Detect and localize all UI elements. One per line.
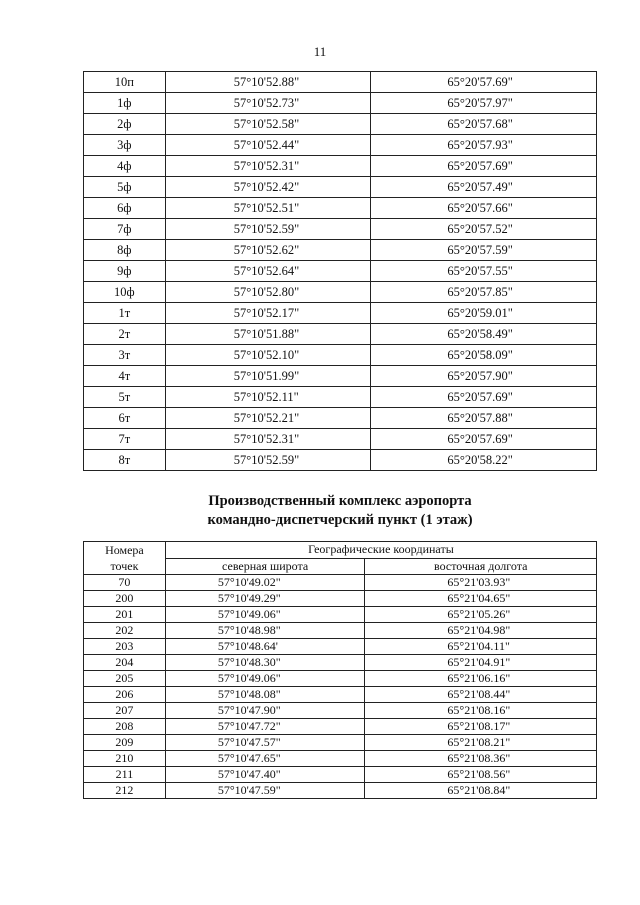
latitude-cell: 57°10'52.17"	[165, 303, 371, 324]
point-number-cell: 2т	[84, 324, 166, 345]
table-row	[84, 156, 597, 177]
point-number-cell: 203	[84, 639, 166, 655]
longitude-cell: 65°21'03.93"	[365, 575, 597, 591]
table-row	[84, 282, 597, 303]
table-row	[84, 219, 597, 240]
point-number-cell: 6т	[84, 408, 166, 429]
table-row	[84, 575, 597, 591]
table-row	[84, 767, 597, 783]
longitude-cell: 65°20'57.55"	[371, 261, 597, 282]
latitude-cell: 57°10'49.06"	[165, 607, 365, 623]
page-number: 11	[313, 44, 327, 59]
latitude-cell: 57°10'47.72"	[165, 719, 365, 735]
header-north-latitude: северная широта	[165, 558, 365, 575]
point-number-cell: 200	[84, 591, 166, 607]
point-number-cell: 5ф	[84, 177, 166, 198]
point-number-cell: 10ф	[84, 282, 166, 303]
table-row	[84, 450, 597, 471]
table-row	[84, 408, 597, 429]
longitude-cell: 65°21'06.16"	[365, 671, 597, 687]
point-number-cell: 1ф	[84, 93, 166, 114]
latitude-cell: 57°10'52.80"	[165, 282, 371, 303]
point-number-cell: 8ф	[84, 240, 166, 261]
latitude-cell: 57°10'52.64"	[165, 261, 371, 282]
longitude-cell: 65°20'59.01"	[371, 303, 597, 324]
longitude-cell: 65°20'57.85"	[371, 282, 597, 303]
longitude-cell: 65°20'57.69"	[371, 72, 597, 93]
latitude-cell: 57°10'47.40"	[165, 767, 365, 783]
longitude-cell: 65°20'57.69"	[371, 156, 597, 177]
longitude-cell: 65°20'58.49"	[371, 324, 597, 345]
point-number-cell: 7ф	[84, 219, 166, 240]
longitude-cell: 65°20'57.68"	[371, 114, 597, 135]
point-number-cell: 7т	[84, 429, 166, 450]
table-row	[84, 198, 597, 219]
longitude-cell: 65°21'08.56"	[365, 767, 597, 783]
longitude-cell: 65°21'08.16"	[365, 703, 597, 719]
point-number-cell: 208	[84, 719, 166, 735]
point-number-cell: 10п	[84, 72, 166, 93]
longitude-cell: 65°20'57.90"	[371, 366, 597, 387]
table-row	[84, 429, 597, 450]
point-number-cell: 6ф	[84, 198, 166, 219]
coordinates-table-body	[84, 72, 597, 471]
latitude-cell: 57°10'48.08"	[165, 687, 365, 703]
longitude-cell: 65°20'57.59"	[371, 240, 597, 261]
longitude-cell: 65°20'57.88"	[371, 408, 597, 429]
latitude-cell: 57°10'52.51"	[165, 198, 371, 219]
point-number-cell: 3ф	[84, 135, 166, 156]
section-title	[0, 492, 640, 530]
latitude-cell: 57°10'51.99"	[165, 366, 371, 387]
latitude-cell: 57°10'52.21"	[165, 408, 371, 429]
longitude-cell: 65°20'57.93"	[371, 135, 597, 156]
table-row	[84, 261, 597, 282]
latitude-cell: 57°10'48.98"	[165, 623, 365, 639]
table-row	[84, 639, 597, 655]
section-title-line1: Производственный комплекс аэропорта	[208, 493, 472, 509]
table-row	[84, 783, 597, 799]
latitude-cell: 57°10'52.10"	[165, 345, 371, 366]
latitude-cell: 57°10'47.90"	[165, 703, 365, 719]
latitude-cell: 57°10'52.31"	[165, 156, 371, 177]
table-row	[84, 735, 597, 751]
table-row	[84, 671, 597, 687]
latitude-cell: 57°10'51.88"	[165, 324, 371, 345]
latitude-cell: 57°10'52.88"	[165, 72, 371, 93]
header-geographic-coordinates: Географические координаты	[165, 542, 596, 559]
point-number-cell: 202	[84, 623, 166, 639]
longitude-cell: 65°20'58.22"	[371, 450, 597, 471]
longitude-cell: 65°20'57.69"	[371, 387, 597, 408]
table-row	[84, 345, 597, 366]
longitude-cell: 65°21'04.98"	[365, 623, 597, 639]
latitude-cell: 57°10'52.42"	[165, 177, 371, 198]
longitude-cell: 65°21'08.21"	[365, 735, 597, 751]
latitude-cell: 57°10'49.06"	[165, 671, 365, 687]
table-header-row	[84, 542, 597, 559]
longitude-cell: 65°20'58.09"	[371, 345, 597, 366]
point-number-cell: 209	[84, 735, 166, 751]
point-number-cell: 4т	[84, 366, 166, 387]
table-row	[84, 72, 597, 93]
table-row	[84, 135, 597, 156]
point-number-cell: 5т	[84, 387, 166, 408]
point-number-cell: 4ф	[84, 156, 166, 177]
table-row	[84, 177, 597, 198]
table-row	[84, 387, 597, 408]
table-row	[84, 703, 597, 719]
latitude-cell: 57°10'52.11"	[165, 387, 371, 408]
table-row	[84, 591, 597, 607]
table-row	[84, 240, 597, 261]
section-title-line2: командно-диспетчерский пункт (1 этаж)	[207, 512, 473, 528]
longitude-cell: 65°20'57.66"	[371, 198, 597, 219]
latitude-cell: 57°10'48.30"	[165, 655, 365, 671]
longitude-cell: 65°20'57.69"	[371, 429, 597, 450]
table-row	[84, 366, 597, 387]
header-point-numbers: Номера точек	[84, 542, 166, 575]
latitude-cell: 57°10'52.59"	[165, 219, 371, 240]
table-row	[84, 719, 597, 735]
latitude-cell: 57°10'49.29"	[165, 591, 365, 607]
point-number-cell: 204	[84, 655, 166, 671]
longitude-cell: 65°21'04.11"	[365, 639, 597, 655]
point-number-cell: 70	[84, 575, 166, 591]
point-number-cell: 205	[84, 671, 166, 687]
table-row	[84, 623, 597, 639]
point-number-cell: 207	[84, 703, 166, 719]
latitude-cell: 57°10'47.59"	[165, 783, 365, 799]
table-row	[84, 655, 597, 671]
latitude-cell: 57°10'52.31"	[165, 429, 371, 450]
table-row	[84, 324, 597, 345]
point-number-cell: 210	[84, 751, 166, 767]
longitude-cell: 65°21'05.26"	[365, 607, 597, 623]
control-tower-coordinates-table	[83, 541, 597, 799]
table-row	[84, 114, 597, 135]
latitude-cell: 57°10'47.57"	[165, 735, 365, 751]
longitude-cell: 65°21'04.91"	[365, 655, 597, 671]
longitude-cell: 65°20'57.97"	[371, 93, 597, 114]
coordinates-table-continued	[83, 71, 597, 471]
point-number-cell: 3т	[84, 345, 166, 366]
point-number-cell: 2ф	[84, 114, 166, 135]
longitude-cell: 65°21'08.36"	[365, 751, 597, 767]
longitude-cell: 65°21'08.44"	[365, 687, 597, 703]
point-number-cell: 8т	[84, 450, 166, 471]
point-number-cell: 1т	[84, 303, 166, 324]
longitude-cell: 65°21'08.17"	[365, 719, 597, 735]
latitude-cell: 57°10'52.73"	[165, 93, 371, 114]
table-row	[84, 93, 597, 114]
latitude-cell: 57°10'52.58"	[165, 114, 371, 135]
point-number-cell: 9ф	[84, 261, 166, 282]
table-row	[84, 607, 597, 623]
latitude-cell: 57°10'48.64'	[165, 639, 365, 655]
latitude-cell: 57°10'47.65"	[165, 751, 365, 767]
point-number-cell: 211	[84, 767, 166, 783]
longitude-cell: 65°21'04.65"	[365, 591, 597, 607]
table-row	[84, 303, 597, 324]
longitude-cell: 65°20'57.49"	[371, 177, 597, 198]
point-number-cell: 201	[84, 607, 166, 623]
latitude-cell: 57°10'52.59"	[165, 450, 371, 471]
table-row	[84, 751, 597, 767]
control-tower-table-body	[84, 575, 597, 799]
latitude-cell: 57°10'52.62"	[165, 240, 371, 261]
point-number-cell: 206	[84, 687, 166, 703]
longitude-cell: 65°20'57.52"	[371, 219, 597, 240]
table-row	[84, 687, 597, 703]
latitude-cell: 57°10'52.44"	[165, 135, 371, 156]
longitude-cell: 65°21'08.84"	[365, 783, 597, 799]
header-east-longitude: восточная долгота	[365, 558, 597, 575]
point-number-cell: 212	[84, 783, 166, 799]
latitude-cell: 57°10'49.02"	[165, 575, 365, 591]
